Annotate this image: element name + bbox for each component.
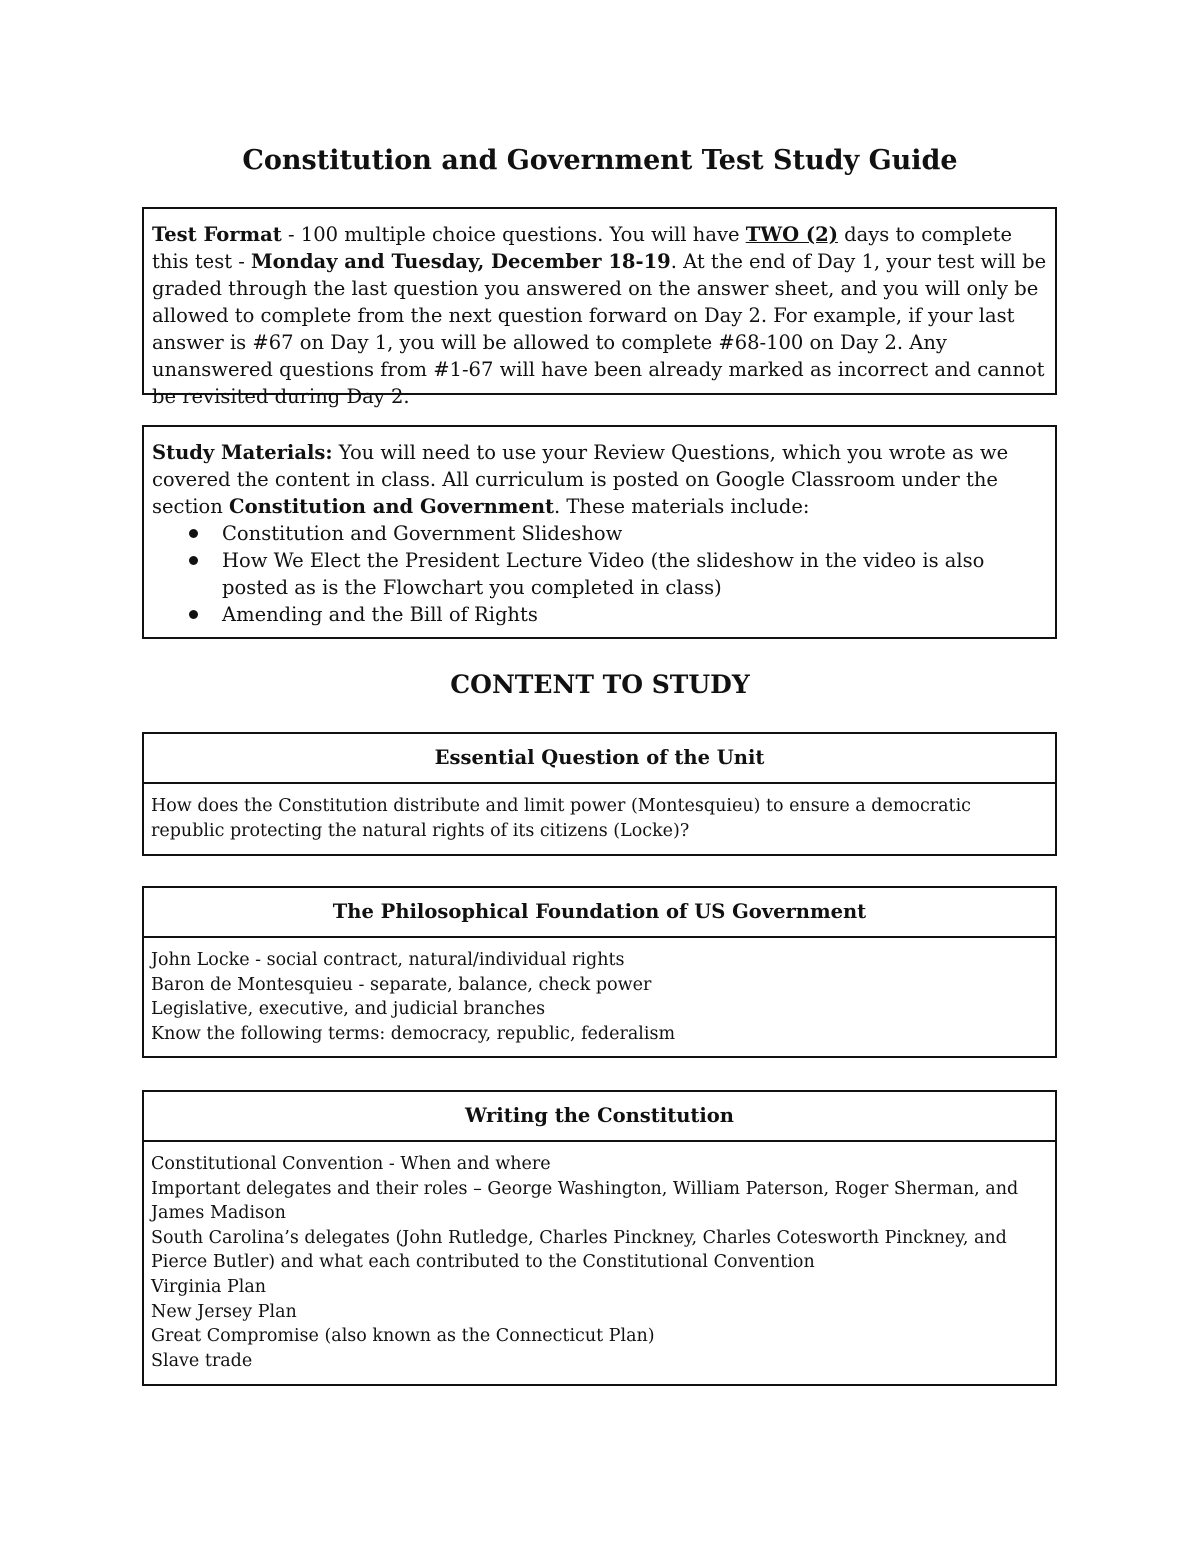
list-item: Baron de Montesquieu - separate, balance, check power	[151, 974, 652, 995]
essential-question-table	[142, 732, 1057, 856]
list-item: Know the following terms: democracy, republic, federalism	[151, 1023, 676, 1044]
list-item	[185, 601, 1047, 628]
table-header: Writing the Constitution	[144, 1092, 1055, 1142]
materials-list	[152, 520, 1047, 628]
classroom-section-name: Constitution and Government	[229, 495, 555, 518]
list-item-text: How We Elect the President Lecture Video (the slideshow in the video is also posted as is the Flowchart you completed in class)	[222, 549, 985, 599]
table-body	[144, 1142, 1055, 1381]
table-body	[144, 784, 1055, 851]
study-materials-label: Study Materials:	[152, 441, 333, 464]
content-heading: CONTENT TO STUDY	[450, 670, 750, 699]
list-item: South Carolina’s delegates (John Rutledge, Charles Pinckney, Charles Cotesworth Pinckney, and Pierce Butler) and what each contributed to the Constitutional Convention	[151, 1227, 1007, 1273]
test-format-label: Test Format	[152, 223, 282, 246]
list-item: New Jersey Plan	[151, 1301, 297, 1322]
list-item: Legislative, executive, and judicial branches	[151, 999, 546, 1020]
table-header: Essential Question of the Unit	[144, 734, 1055, 784]
table-header: The Philosophical Foundation of US Government	[144, 888, 1055, 938]
page-title: Constitution and Government Test Study Guide	[242, 145, 958, 176]
test-days-emphasis: TWO (2)	[745, 223, 838, 246]
list-item	[185, 520, 1047, 547]
study-materials-text-1: You will need to use your Review Questions, which you wrote as we covered the content in class. All curriculum is posted on Google Classroom under the section	[152, 441, 1009, 518]
study-materials-text	[144, 427, 1055, 638]
writing-constitution-table	[142, 1090, 1057, 1386]
test-dates: Monday and Tuesday, December 18-19	[251, 250, 671, 273]
test-format-text	[144, 209, 1055, 420]
study-materials-box	[142, 425, 1057, 639]
table-body	[144, 938, 1055, 1054]
list-item: John Locke - social contract, natural/individual rights	[151, 950, 625, 970]
list-item-text: Constitution and Government Slideshow	[222, 522, 623, 545]
test-format-box	[142, 207, 1057, 408]
test-format-text-3: . At the end of Day 1, your test will be graded through the last question you answered on the answer sheet, and you will only be allowed to complete from the next question forward on Day 2. For example, if your last answer is #67 on Day 1, you will be allowed to complete #68-100 on Day 2. Any unanswered questions from #1-67 will have been already marked as incorrect and cannot be revisited during Day 2.	[152, 250, 1047, 408]
bullet-icon	[189, 556, 198, 565]
list-item: Slave trade	[151, 1350, 253, 1371]
test-format-text-2: days to complete this test -	[152, 223, 1013, 273]
list-item: Virginia Plan	[151, 1276, 267, 1297]
bullet-icon	[189, 610, 198, 619]
list-item-text: Amending and the Bill of Rights	[222, 603, 538, 626]
list-item	[185, 547, 1047, 601]
list-item: Great Compromise (also known as the Connecticut Plan)	[151, 1326, 655, 1347]
bullet-icon	[189, 529, 198, 538]
list-item: Important delegates and their roles – George Washington, William Paterson, Roger Sherman, and James Madison	[151, 1178, 1019, 1224]
test-format-text-1: - 100 multiple choice questions. You will have	[281, 223, 746, 246]
essential-question-text: How does the Constitution distribute and limit power (Montesquieu) to ensure a democratic republic protecting the natural rights of its citizens (Locke)?	[151, 796, 971, 841]
study-materials-text-2: . These materials include:	[554, 495, 810, 518]
philosophical-foundation-table	[142, 886, 1057, 1058]
list-item: Constitutional Convention - When and where	[151, 1154, 551, 1174]
